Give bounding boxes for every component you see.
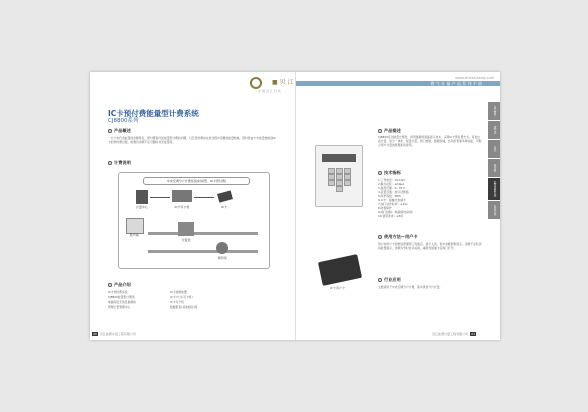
house-icon [126,218,144,234]
product-row: 管理计量管理中心 [108,305,131,309]
bullet-circle-icon [108,161,112,165]
pipe-line [148,232,258,235]
side-tab[interactable]: 贝江简介 [488,102,500,120]
section-text: 主要适用于中央空调分户计费，集中供热分户计量。 [378,285,443,289]
page-fold [295,72,296,340]
ic-card-photo [318,254,362,286]
product-row: IC卡预付费系统 [108,290,128,294]
diagram-title: 中央空调分户计费系统(时间型、IC卡预付费) [143,177,250,185]
product-row: IC卡(卡片/写卡机) [170,295,193,299]
spec-row: 8.防拆保护 [378,206,392,210]
side-tab[interactable]: 热量表 [488,159,500,177]
right-footer: 贝江能源计量工程有限公司 21 [432,332,475,336]
section-heading: 计费说明 [108,160,131,166]
meter-icon [178,222,194,236]
product-row: 数据报表(其他相关)等 [170,305,198,309]
computer-icon [136,190,148,204]
spec-row: 3.温度范围：0~70℃ [378,186,406,190]
logo-text: ■ 贝 江 [272,79,294,86]
keypad [328,168,350,194]
diagram-node-label: 调节阀 [217,256,227,260]
valve-icon [216,242,228,254]
page-number: 20 [93,332,97,336]
spec-row: 9.阀门控制：电磁阀/电动阀 [378,210,413,214]
spec-row: 10.使用寿命：≥8年 [378,214,404,218]
bullet-circle-icon [108,129,112,133]
section-heading: 使用方法—用户卡 [378,234,418,240]
diagram-node-label: IC卡写卡机 [174,205,190,209]
left-footer: 20 贝江能源计量工程有限公司 [93,332,136,336]
header-band [296,81,500,86]
pipe-line [148,250,258,253]
card-caption: IC卡用户卡 [330,286,345,290]
meter-device-photo [315,145,363,207]
diagram-node-label: 计量中心 [135,205,148,209]
section-text: 用户持用户卡到物业管理部门充值后，插卡入表，表中余额即刻显示。余额不足时表具报警提示，余额为零时自动关阀，重新充值插卡后阀门打开。 [378,242,482,250]
bullet-circle-icon [378,129,382,133]
product-row: CJ8800能量型计费表 [108,295,135,299]
section-heading: 产品概述 [108,128,131,134]
spec-row: 2.静态功耗：≤10μA [378,182,405,186]
key [328,180,335,186]
product-row: 电磁阀及无线发射模块 [108,300,136,304]
spec-row: 5.防护等级：IP65 [378,194,401,198]
logo-icon [250,77,262,89]
diagram-node-label: 计量表 [181,238,191,242]
page-number: 21 [471,332,475,336]
section-heading: 行业应用 [378,277,401,283]
system-diagram [108,172,283,272]
spec-row: 7.阀门动作时间：≤15s [378,202,408,206]
bullet-circle-icon [108,283,112,287]
product-row: IC卡写卡机 [170,300,184,304]
side-tab[interactable]: 水表 [488,140,500,158]
side-tab-active[interactable]: 能量计费系统 [488,178,500,200]
header-band-text: 燃 气 计 量 产 品 系 列 手 册 [430,81,482,86]
site-url: www.zhicaicheng.com [455,76,494,80]
section-heading: 产品描述 [378,128,401,134]
section-text: 一片卡存代表能量的余额特征，预付费直付是能量型计费的问题，以及预付费时在此过程中需要的能量转换。预付款由卡中能量转换到IC卡的预付费过程，如遇有余额不足可随时补充能量等。 [108,136,276,144]
company-logo [250,77,340,95]
page-title: IC卡预付费能量型计费系统 [108,109,199,118]
key [336,186,343,192]
section-heading: 技术指标 [378,170,401,176]
section-text: CJ8800系列能量计费表，使用最新的液晶显示技术，采用IC卡预付费方式。有独立的计量，显示一体化，能量计量，阀门控制，数据存储，自动抄表等多种功能，可配合用户计量的管理系统使用。 [378,135,482,147]
spec-row: 6.IC卡：接触式存储卡 [378,198,406,202]
diagram-node-label: IC卡 [221,205,227,209]
spec-row: 1.工作电压：DC3.6V [378,178,406,182]
card-writer-icon [172,190,192,202]
bullet-circle-icon [378,171,382,175]
bullet-circle-icon [378,235,382,239]
side-tab[interactable]: 燃气表 [488,121,500,139]
product-row: IC卡控制装置 [170,290,187,294]
logo-subtitle: 中 国 贝 江 科 技 [258,89,281,93]
diagram-node-label: 用户端 [129,233,139,237]
side-tab[interactable]: 系统方案 [488,201,500,219]
spec-row: 4.流量范围：按口径规格 [378,190,409,194]
bullet-circle-icon [378,278,382,282]
brochure-spread [90,72,500,340]
section-heading: 产品介绍 [108,282,131,288]
key [344,180,351,186]
arrow-line [150,197,170,198]
lcd-screen [322,154,356,162]
model-subtitle: CJ8800系列 [108,118,139,124]
arrow-line [194,197,214,198]
